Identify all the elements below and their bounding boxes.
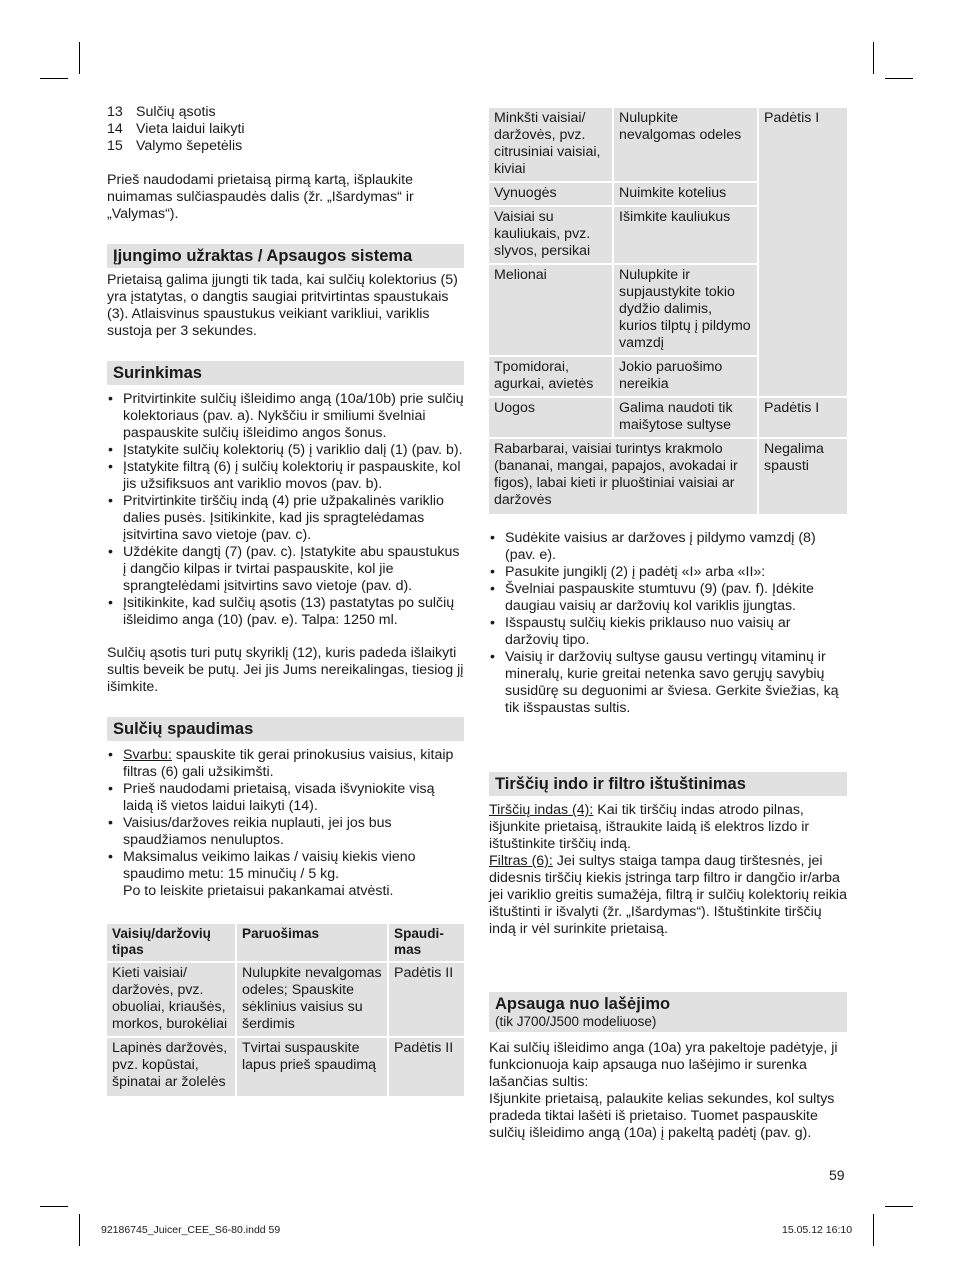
table-cell: Minkšti vaisiai/ daržovės, pvz. citrusiniai vaisiai, kiviai — [489, 108, 612, 181]
list-item: • Įstatykite sulčių kolektorių (5) į variklio dalį (1) (pav. b). — [107, 442, 464, 459]
parts-list-item: 15 Valymo šepetėlis — [107, 138, 243, 154]
list-item: • Įsitikinkite, kad sulčių ąsotis (13) pastatytas po sulčių išleidimo anga (10) (pav. e). Talpa: 1250 ml. — [107, 595, 464, 629]
table-row — [107, 1038, 464, 1096]
footer-filename: 92186745_Juicer_CEE_S6-80.indd 59 — [101, 1224, 281, 1236]
table-cell: Nulupkite ir supjaustykite tokio dydžio dalimis, kurios tilptų į pildymo vamzdį — [614, 265, 757, 355]
juicing-table-left — [105, 922, 466, 1098]
footer-timestamp: 15.05.12 16:10 — [782, 1224, 853, 1236]
section-heading-assembly: Surinkimas — [107, 361, 464, 385]
right-column — [489, 108, 847, 1142]
list-item: • Svarbu: spauskite tik gerai prinokusius vaisius, kitaip filtras (6) gali užsikimšti. — [107, 747, 464, 781]
table-cell: Padėtis II — [389, 1038, 464, 1096]
page-number: 59 — [829, 1167, 845, 1183]
table-cell: Nulupkite nevalgomas odeles; Spauskite sėklinius vaisius su šerdimis — [237, 963, 387, 1036]
antidrip-paragraph-2: Išjunkite prietaisą, palaukite kelias sekundes, kol sultys pradeda tiktai lašėti iš prietaiso. Tuomet paspauskite sulčių išleidimo angą (10a) į pakeltą padėtį (pav. g). — [489, 1091, 835, 1141]
assembly-list — [107, 391, 464, 629]
safety-paragraph: Prietaisą galima įjungti tik tada, kai sulčių kolektorius (5) yra įstatytas, o dangtis saugiai pritvirtintas spaustukais (3). Atlaisvinus spaustukus veikiant varikliui, variklis sustoja per 3 sekundes. — [107, 272, 458, 339]
emptying-paragraph-2: Filtras (6): Jei sultys staiga tampa daug tirštesnės, jei didesnis tirščių kiekis įstringa tarp filtro ir dangčio ir/arba jei variklio greitis sumažėja, filtrą ir sulčių kolektorių reikia ištuštinti ir išvalyti (žr. „Išardymas“). Ištuštinkite tirščių indą ir vėl surinkite prietaisą. — [489, 853, 847, 937]
table-cell: Negalima spausti — [759, 439, 847, 514]
table-row — [489, 439, 847, 514]
crop-mark — [885, 78, 913, 79]
important-label: Svarbu: — [123, 747, 172, 763]
juicing-table-right — [487, 106, 849, 516]
table-cell: Nulupkite nevalgomas odeles — [614, 108, 757, 181]
list-item: • Įstatykite filtrą (6) į sulčių kolektorių ir paspauskite, kol jis užsifiksuos ant variklio movos (pav. b). — [107, 459, 464, 493]
list-item: • Pasukite jungiklį (2) į padėtį «I» arba «II»: — [489, 564, 847, 581]
table-cell: Padėtis II — [389, 963, 464, 1036]
crop-mark — [40, 1206, 68, 1207]
list-item: • Pritvirtinkite tirščių indą (4) prie užpakalinės variklio dalies pusės. Įsitikinkite, kad jis spragtelėdamas įsitvirtina savo vietoje (pav. c). — [107, 493, 464, 544]
list-item: • Vaisių ir daržovių sultyse gausu vertingų vitaminų ir mineralų, kurie greitai netenka savo gerųjų savybių susidūrę su deguonimi ar šviesa. Gerkite šviežias, ką tik išspaustas sultis. — [489, 649, 847, 717]
table-header-row — [107, 924, 464, 961]
table-row — [107, 963, 464, 1036]
intro-paragraph: Prieš naudodami prietaisą pirmą kartą, išplaukite nuimamas sulčiaspaudės dalis (žr. „Išardymas“ ir „Valymas“). — [107, 172, 414, 222]
assembly-note: Sulčių ąsotis turi putų skyriklį (12), kuris padeda išlaikyti sultis beveik be putų. Jei jis Jums nereikalingas, tiesiog jį išimkite. — [107, 645, 464, 695]
crop-mark — [885, 1206, 913, 1207]
table-row — [489, 108, 847, 181]
section-subtitle: (tik J700/J500 modeliuose) — [495, 1014, 657, 1029]
table-cell: Išimkite kauliukus — [614, 207, 757, 263]
crop-mark — [873, 42, 874, 74]
table-cell: Nuimkite kotelius — [614, 183, 757, 205]
section-heading-antidrip: Apsauga nuo lašėjimo (tik J700/J500 modeliuose) — [489, 992, 847, 1032]
process-list — [489, 530, 847, 717]
table-cell: Tvirtai suspauskite lapus prieš spaudimą — [237, 1038, 387, 1096]
table-cell: Galima naudoti tik maišytose sultyse — [614, 398, 757, 437]
table-cell: Melionai — [489, 265, 612, 355]
list-item: • Išspaustų sulčių kiekis priklauso nuo vaisių ar daržovių tipo. — [489, 615, 847, 649]
parts-list-item: 14 Vieta laidui laikyti — [107, 121, 245, 137]
table-cell: Tpomidorai, agurkai, avietės — [489, 357, 612, 396]
table-cell: Uogos — [489, 398, 612, 437]
table-cell: Vaisiai su kauliukais, pvz. slyvos, persikai — [489, 207, 612, 263]
table-cell: Kieti vaisiai/ daržovės, pvz. obuoliai, kriaušės, morkos, burokėliai — [107, 963, 235, 1036]
list-item: • Vaisius/daržoves reikia nuplauti, jei jos bus spaudžiamos nenuluptos. — [107, 815, 464, 849]
list-item: • Prieš naudodami prietaisą, visada išvyniokite visą laidą iš vietos laidui laikyti (14). — [107, 781, 464, 815]
table-cell: Rabarbarai, vaisiai turintys krakmolo (bananai, mangai, papajos, avokadai ir figos), labai kieti ir pluoštiniai vaisiai ar daržovės — [489, 439, 757, 514]
table-cell: Lapinės daržovės, pvz. kopūstai, špinatai ar žolelės — [107, 1038, 235, 1096]
list-item: • Švelniai paspauskite stumtuvu (9) (pav. f). Įdėkite daugiau vaisių ar daržovių kol variklis įjungtas. — [489, 581, 847, 615]
juicing-list — [107, 747, 464, 900]
table-header-cell: Paruošimas — [237, 924, 387, 961]
list-item: • Uždėkite dangtį (7) (pav. c). Įstatykite abu spaustukus į dangčio kilpas ir tvirtai paspauskite, kol jie sprangtelėdami įsitvirtins savo vietoje (pav. d). — [107, 544, 464, 595]
table-cell: Jokio paruošimo nereikia — [614, 357, 757, 396]
section-heading-safety: Įjungimo užraktas / Apsaugos sistema — [107, 244, 464, 268]
list-item: • Maksimalus veikimo laikas / vaisių kiekis vieno spaudimo metu: 15 minučių / 5 kg. Po to leiskite prietaisui pakankamai atvėsti. — [107, 849, 464, 900]
antidrip-paragraph-1: Kai sulčių išleidimo anga (10a) yra pakeltoje padėtyje, ji funkcionuoja kaip apsauga nuo lašėjimo ir surenka lašančias sultis: — [489, 1040, 838, 1090]
crop-mark — [40, 78, 68, 79]
parts-list-item: 13 Sulčių ąsotis — [107, 104, 216, 120]
emptying-paragraph-1: Tirščių indas (4): Kai tik tirščių indas atrodo pilnas, išjunkite prietaisą, ištraukite laidą iš elektros lizdo ir ištuštinkite tirščių indą. — [489, 802, 810, 852]
table-cell: Padėtis I — [759, 108, 847, 396]
crop-mark — [873, 1214, 874, 1246]
table-header-cell: Spaudi-mas — [389, 924, 464, 961]
crop-mark — [79, 1214, 80, 1246]
section-heading-emptying: Tirščių indo ir filtro ištuštinimas — [489, 772, 847, 796]
list-item: • Pritvirtinkite sulčių išleidimo angą (10a/10b) prie sulčių kolektoriaus (pav. a). Nykščiu ir smiliumi švelniai paspauskite sulčių išleidimo angos šonus. — [107, 391, 464, 442]
table-header-cell: Vaisių/daržovių tipas — [107, 924, 235, 961]
left-column — [107, 104, 464, 1098]
table-cell: Padėtis I — [759, 398, 847, 437]
parts-list — [107, 104, 464, 155]
section-heading-juicing: Sulčių spaudimas — [107, 717, 464, 741]
list-item: • Sudėkite vaisius ar daržoves į pildymo vamzdį (8) (pav. e). — [489, 530, 847, 564]
table-cell: Vynuogės — [489, 183, 612, 205]
table-row — [489, 398, 847, 437]
crop-mark — [79, 42, 80, 74]
